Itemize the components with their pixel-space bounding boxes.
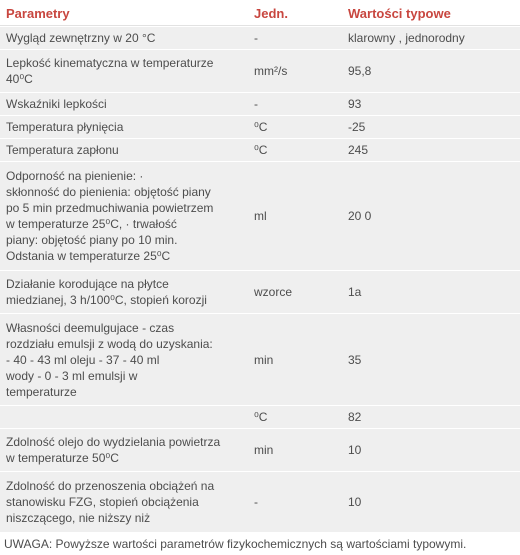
parameter-text-line: Temperatura płynięcia	[6, 120, 124, 134]
parameter-text-line: po 5 min przedmuchiwania powietrzem	[6, 201, 214, 215]
parameter-text-line: Wskaźniki lepkości	[6, 97, 107, 111]
parameter-text-line: 40⁰C	[6, 72, 33, 86]
parameter-text-line: temperaturze	[6, 384, 77, 399]
parameter-cell	[0, 472, 248, 532]
parameter-text-line: miedzianej, 3 h/100⁰C, stopień korozji	[6, 293, 207, 307]
unit-cell: ml	[248, 162, 342, 270]
parameter-text-line: w temperaturze 50⁰C	[6, 451, 119, 465]
parameter-text-line: Odporność na pienienie: ·	[6, 169, 144, 183]
value-cell: 10	[342, 472, 520, 532]
value-cell: 82	[342, 406, 520, 428]
parameter-text-line: Odstania w temperaturze 25⁰C	[6, 249, 171, 263]
value-cell: 93	[342, 93, 520, 115]
parameter-text-line: Lepkość kinematyczna w temperaturze	[6, 56, 214, 70]
value-cell: klarowny , jednorodny	[342, 27, 520, 49]
parameter-cell	[0, 162, 248, 270]
unit-cell: -	[248, 27, 342, 49]
parameter-text-line: Wygląd zewnętrzny w 20 °C	[6, 31, 156, 45]
unit-cell: ⁰C	[248, 139, 342, 161]
table-row	[0, 116, 520, 138]
parameter-text-line: rozdziału emulsji z wodą do uzyskania:	[6, 336, 213, 351]
table-row	[0, 406, 520, 428]
value-cell: 95,8	[342, 50, 520, 92]
table-row	[0, 50, 520, 92]
parameter-cell	[0, 406, 248, 428]
unit-cell: min	[248, 429, 342, 471]
table-row	[0, 162, 520, 270]
parameter-text-line: piany: objętość piany po 10 min.	[6, 233, 178, 247]
table-header-row	[0, 1, 520, 26]
value-cell: -25	[342, 116, 520, 138]
parameter-cell	[0, 271, 248, 313]
parameter-cell	[0, 93, 248, 115]
parameter-text-line: stanowisku FZG, stopień obciążenia	[6, 495, 199, 509]
table-row	[0, 139, 520, 161]
column-header-parameters: Parametry	[0, 1, 248, 26]
parameter-cell	[0, 314, 248, 405]
unit-cell: -	[248, 472, 342, 532]
unit-cell: ⁰C	[248, 406, 342, 428]
value-cell: 1a	[342, 271, 520, 313]
value-cell: 20 0	[342, 162, 520, 270]
parameter-text-line: wody - 0 - 3 ml emulsji w	[6, 368, 138, 383]
parameter-cell	[0, 139, 248, 161]
value-cell: 245	[342, 139, 520, 161]
unit-cell: ⁰C	[248, 116, 342, 138]
parameter-text-line: Zdolność do przenoszenia obciążeń na	[6, 479, 215, 493]
parameter-text-line: skłonność do pienienia: objętość piany	[6, 185, 211, 199]
unit-cell: wzorce	[248, 271, 342, 313]
parameter-cell	[0, 50, 248, 92]
value-cell: 35	[342, 314, 520, 405]
parameter-text-line: Zdolność olejo do wydzielania powietrza	[6, 435, 221, 449]
unit-cell: -	[248, 93, 342, 115]
parameter-cell	[0, 116, 248, 138]
table-row	[0, 27, 520, 49]
table-row	[0, 93, 520, 115]
column-header-typical-values: Wartości typowe	[342, 1, 520, 26]
value-cell: 10	[342, 429, 520, 471]
parameter-cell	[0, 429, 248, 471]
column-header-unit: Jedn.	[248, 1, 342, 26]
table-row	[0, 429, 520, 471]
parameter-text-line: Własności deemulgujace - czas	[6, 320, 175, 335]
unit-cell: mm²/s	[248, 50, 342, 92]
footnote: UWAGA: Powyższe wartości parametrów fizykochemicznych są wartościami typowymi.	[4, 537, 467, 551]
table-row	[0, 271, 520, 313]
parameter-text-line: - 40 - 43 ml oleju - 37 - 40 ml	[6, 352, 160, 367]
parameter-text-line: niszczącego, nie niższy niż	[6, 511, 151, 525]
unit-cell: min	[248, 314, 342, 405]
table-row	[0, 314, 520, 405]
parameter-text-line: Temperatura zapłonu	[6, 143, 119, 157]
table-row	[0, 472, 520, 532]
parameter-cell	[0, 27, 248, 49]
parameter-text-line: Działanie korodujące na płytce	[6, 277, 169, 291]
parameter-text-line: w temperaturze 25⁰C, · trwałość	[6, 217, 177, 231]
